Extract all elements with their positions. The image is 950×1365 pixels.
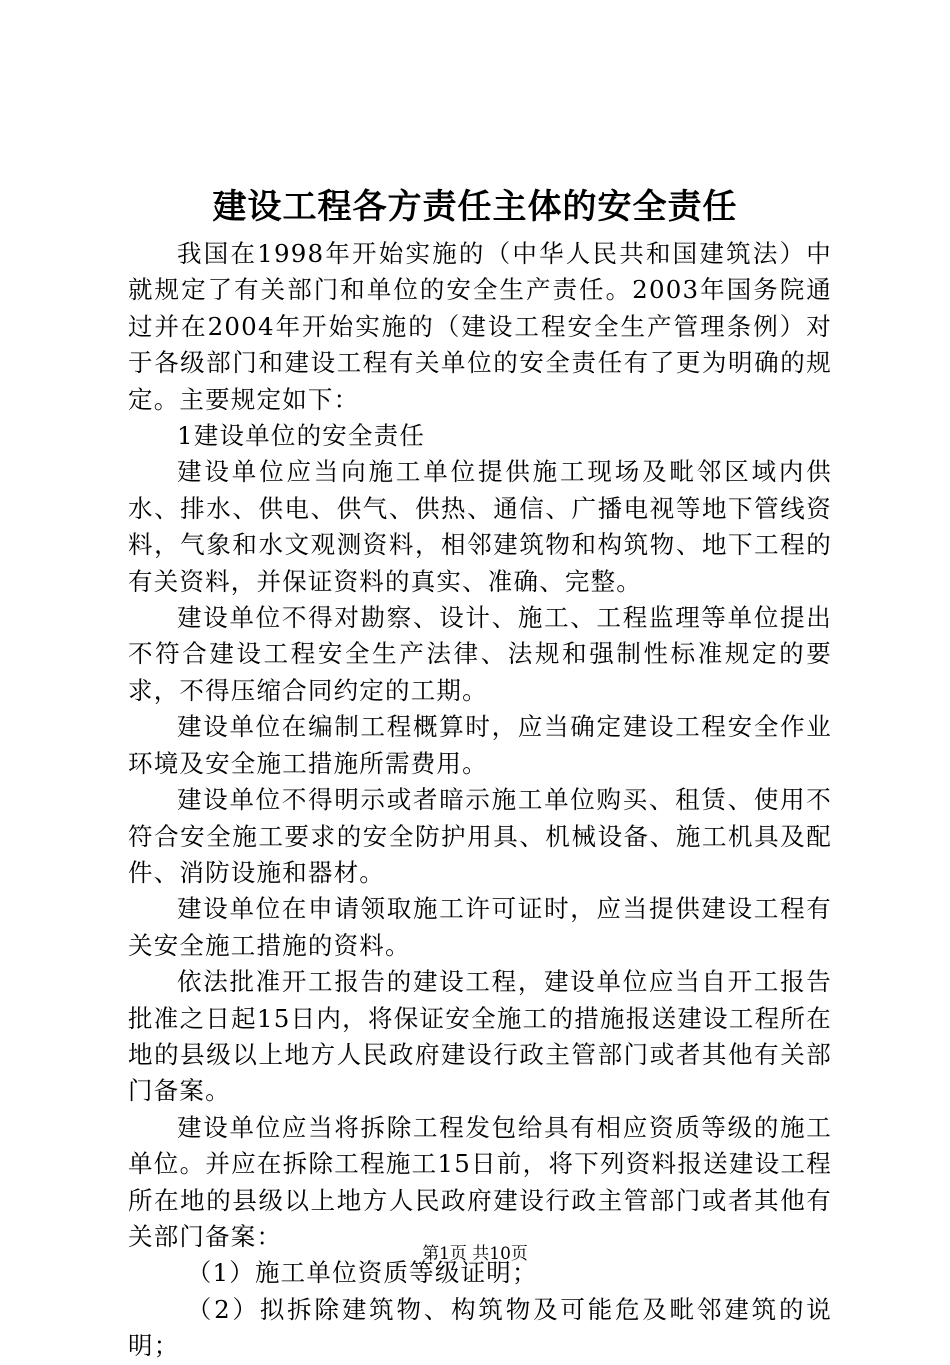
paragraph: 建设单位不得对勘察、设计、施工、工程监理等单位提出不符合建设工程安全生产法律、法规和强制性标准规定的要求，不得压缩合同约定的工期。 <box>128 603 832 705</box>
paragraph-intro: 我国在1998年开始实施的（中华人民共和国建筑法）中就规定了有关部门和单位的安全生产责任。2003年国务院通过并在2004年开始实施的（建设工程安全生产管理条例）对于各级部门和建设工程有关单位的安全责任有了更为明确的规定。主要规定如下： <box>128 239 832 414</box>
document-body <box>128 236 832 1365</box>
paragraph: 依法批准开工报告的建设工程，建设单位应当自开工报告批准之日起15日内，将保证安全施工的措施报送建设工程所在地的县级以上地方人民政府建设行政主管部门或者其他有关部门备案。 <box>128 967 832 1106</box>
paragraph: 建设单位在编制工程概算时，应当确定建设工程安全作业环境及安全施工措施所需费用。 <box>128 712 832 778</box>
section-heading: 1建设单位的安全责任 <box>177 421 426 451</box>
page-number-footer: 第1页 共10页 <box>422 1244 528 1264</box>
list-item: （1）施工单位资质等级证明； <box>186 1258 538 1288</box>
paragraph: 建设单位应当向施工单位提供施工现场及毗邻区域内供水、排水、供电、供气、供热、通信、广播电视等地下管线资料，气象和水文观测资料，相邻建筑物和构筑物、地下工程的有关资料，并保证资料的真实、准确、完整。 <box>128 457 832 596</box>
list-item: （2）拟拆除建筑物、构筑物及可能危及毗邻建筑的说明； <box>128 1294 832 1361</box>
document-title: 建设工程各方责任主体的安全责任 <box>212 187 738 227</box>
paragraph: 建设单位在申请领取施工许可证时，应当提供建设工程有关安全施工措施的资料。 <box>128 894 832 960</box>
paragraph: 建设单位不得明示或者暗示施工单位购买、租赁、使用不符合安全施工要求的安全防护用具、机械设备、施工机具及配件、消防设施和器材。 <box>128 785 832 887</box>
paragraph: 建设单位应当将拆除工程发包给具有相应资质等级的施工单位。并应在拆除工程施工15日前，将下列资料报送建设工程所在地的县级以上地方人民政府建设行政主管部门或者其他有关部门备案： <box>128 1112 832 1251</box>
